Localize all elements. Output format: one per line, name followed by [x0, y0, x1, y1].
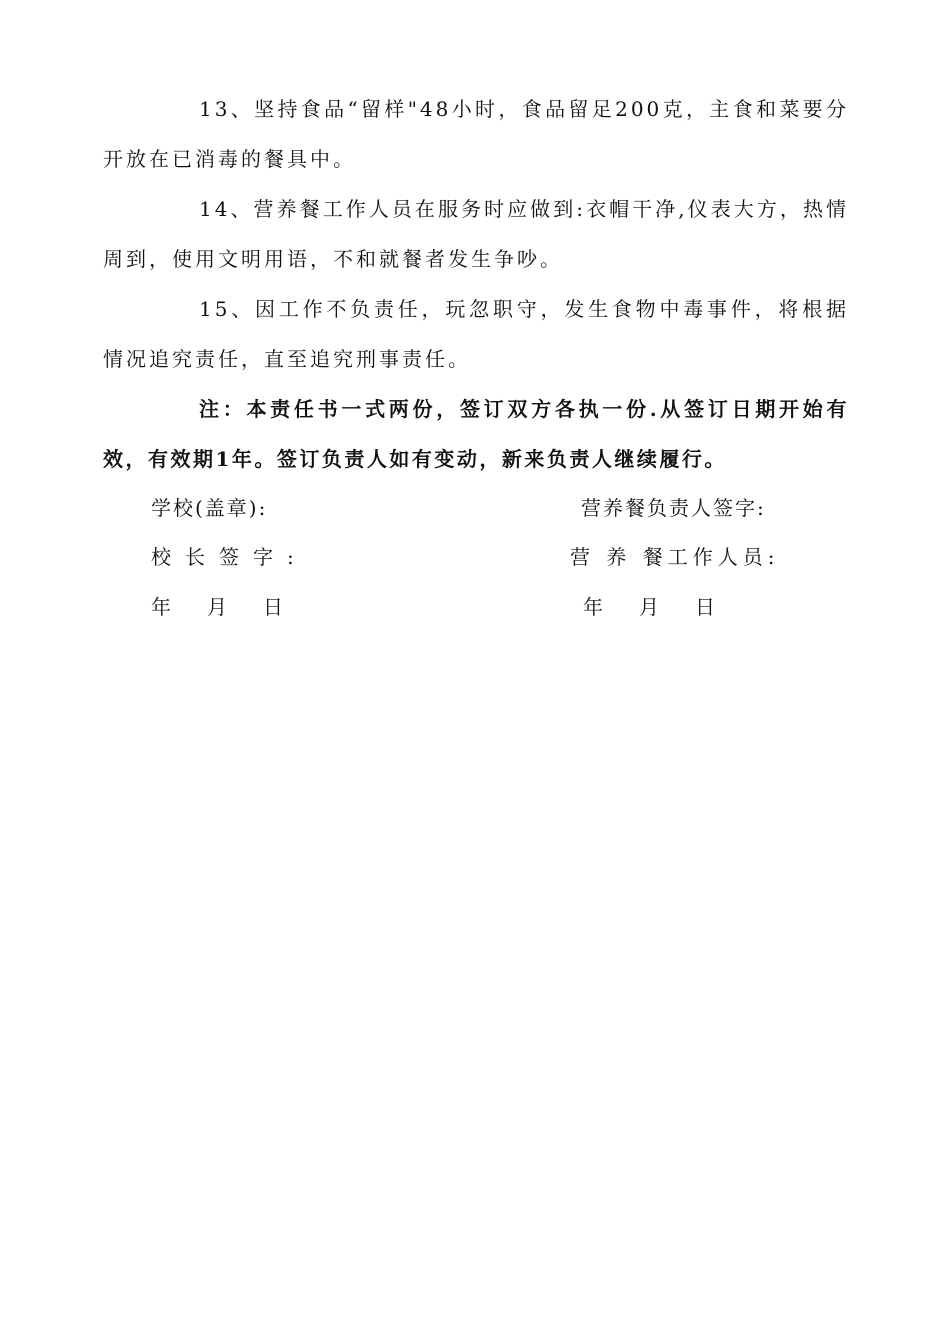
- date-month-left: 月: [207, 595, 227, 619]
- date-day-right: 日: [695, 595, 715, 619]
- principal-sign-label: 校长签字:: [151, 545, 308, 569]
- clause-14: 14、营养餐工作人员在服务时应做到:衣帽干净,仪表大方，热情周到，使用文明用语，不和就餐者发生争吵。: [103, 197, 849, 271]
- meal-responsible-sign-label: 营养餐负责人签字:: [581, 496, 766, 520]
- clause-15: 15、因工作不负责任，玩忽职守，发生食物中毒事件，将根据情况追究责任，直至追究刑事责任。: [103, 297, 849, 371]
- date-year-right: 年: [583, 595, 603, 619]
- date-month-right: 月: [639, 595, 659, 619]
- date-day-left: 日: [263, 595, 283, 619]
- clause-13: 13、坚持食品“留样"48小时，食品留足200克，主食和菜要分开放在已消毒的餐具中。: [103, 97, 849, 171]
- meal-staff-label: 营 养 餐工作人员:: [570, 545, 780, 569]
- date-line-left: [151, 592, 283, 622]
- date-line-right: [583, 592, 715, 622]
- date-year-left: 年: [151, 595, 171, 619]
- school-seal-label: 学校(盖章):: [151, 496, 268, 520]
- note-paragraph: 注：本责任书一式两份，签订双方各执一份.从签订日期开始有效，有效期1年。签订负责人如有变动，新来负责人继续履行。: [103, 397, 849, 471]
